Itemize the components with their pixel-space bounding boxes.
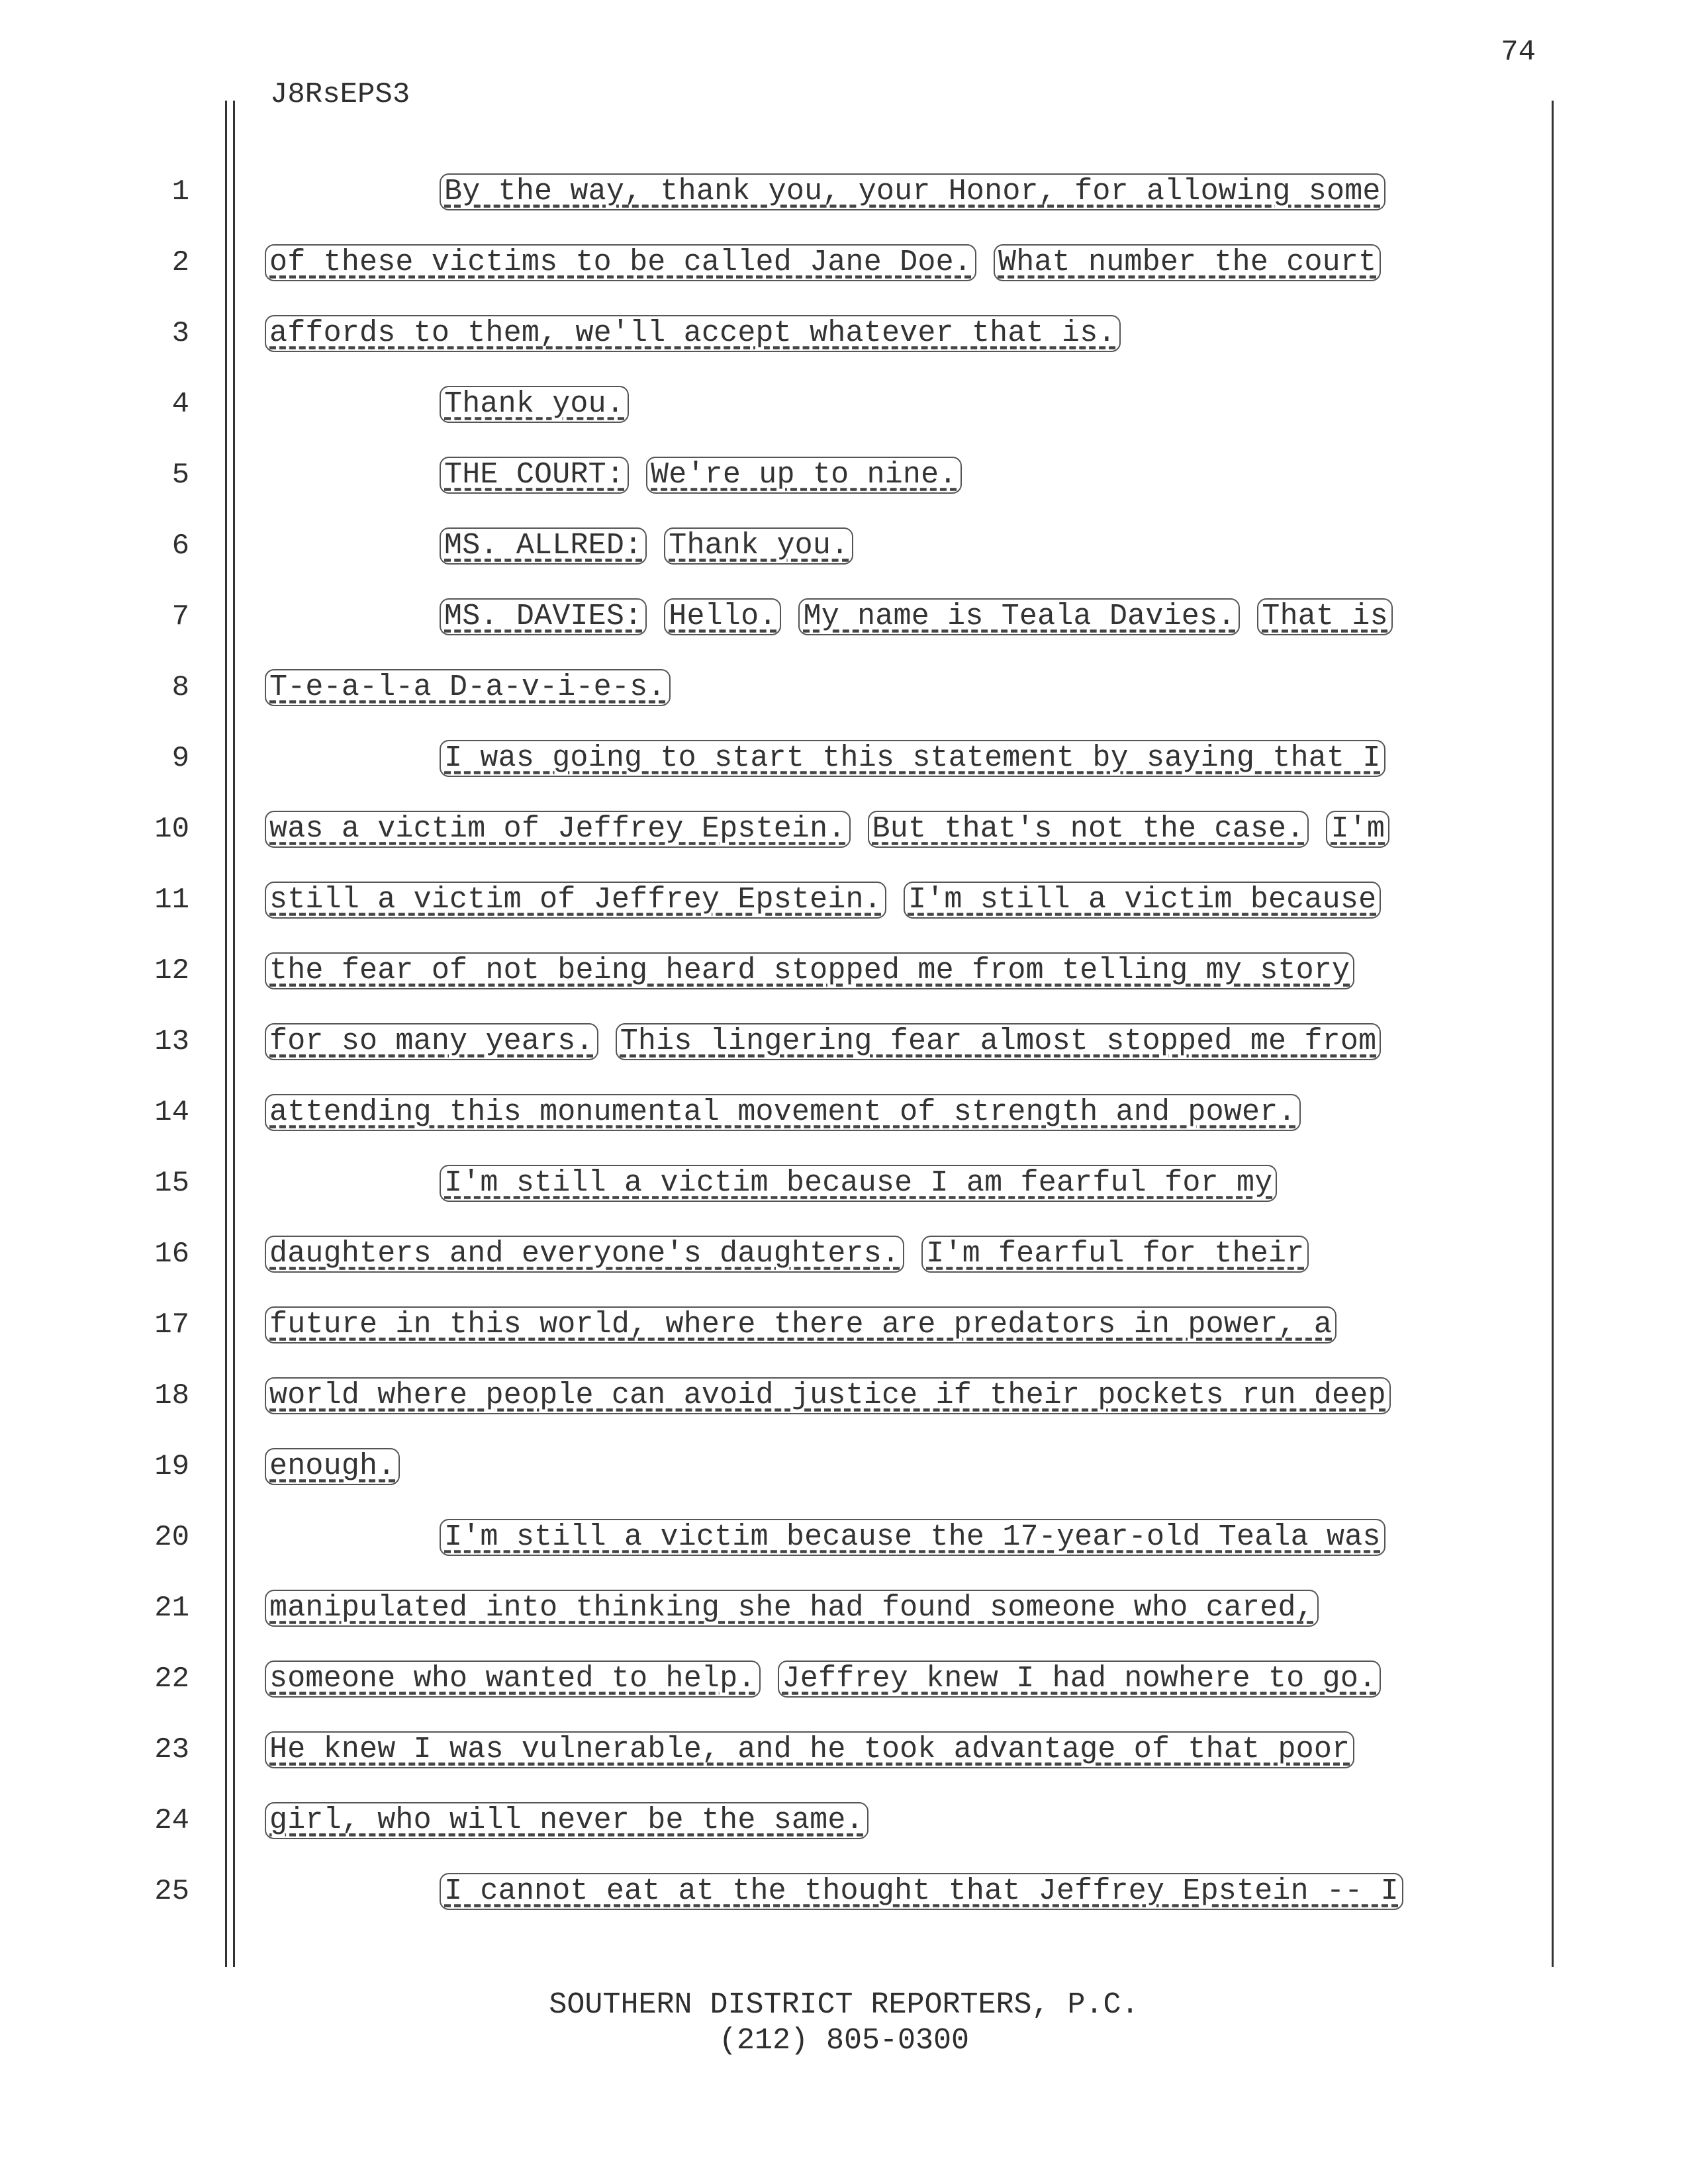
sentence-segment: daughters and everyone's daughters. xyxy=(265,1236,904,1273)
line-number: 19 xyxy=(154,1450,189,1483)
line-number: 25 xyxy=(154,1875,189,1908)
sentence-segment: was a victim of Jeffrey Epstein. xyxy=(265,811,851,848)
transcript-line xyxy=(0,1148,1688,1219)
transcript-line xyxy=(0,794,1688,865)
transcript-line xyxy=(0,369,1688,440)
page-number: 74 xyxy=(1501,36,1536,69)
sentence-segment: the fear of not being heard stopped me from telling my story xyxy=(265,952,1354,989)
sentence-segment: THE COURT: xyxy=(440,457,629,494)
sentence-segment: Hello. xyxy=(664,598,781,635)
sentence-segment: What number the court xyxy=(994,244,1381,281)
sentence-segment: My name is Teala Davies. xyxy=(798,598,1240,635)
transcript-line xyxy=(0,298,1688,369)
line-text xyxy=(440,1148,1277,1219)
transcript-line xyxy=(0,935,1688,1007)
sentence-segment: I'm still a victim because xyxy=(904,882,1381,919)
transcript-line xyxy=(0,652,1688,723)
footer-reporter: SOUTHERN DISTRICT REPORTERS, P.C. xyxy=(549,1988,1139,2022)
line-text xyxy=(265,1218,1309,1290)
line-number: 2 xyxy=(171,246,189,279)
transcript-line xyxy=(0,1218,1688,1290)
sentence-segment: I'm xyxy=(1326,811,1389,848)
line-number: 7 xyxy=(171,600,189,633)
sentence-segment: We're up to nine. xyxy=(646,457,961,494)
line-number: 17 xyxy=(154,1308,189,1342)
sentence-segment: for so many years. xyxy=(265,1023,598,1060)
line-text xyxy=(440,723,1385,794)
line-number: 11 xyxy=(154,884,189,917)
transcript-line xyxy=(0,156,1688,228)
line-text xyxy=(265,935,1354,1007)
sentence-segment: of these victims to be called Jane Doe. xyxy=(265,244,976,281)
line-text xyxy=(265,1077,1301,1148)
transcript-line xyxy=(0,1856,1688,1927)
line-number: 13 xyxy=(154,1025,189,1058)
line-number: 20 xyxy=(154,1521,189,1554)
line-text xyxy=(440,369,629,440)
line-text xyxy=(265,1006,1381,1077)
sentence-segment: That is xyxy=(1257,598,1392,635)
line-number: 14 xyxy=(154,1096,189,1129)
line-text xyxy=(440,1856,1403,1927)
line-number: 3 xyxy=(171,317,189,350)
line-number: 21 xyxy=(154,1592,189,1625)
sentence-segment: Thank you. xyxy=(664,527,853,565)
line-text xyxy=(265,1785,868,1856)
line-number: 6 xyxy=(171,529,189,563)
transcript-line xyxy=(0,581,1688,653)
sentence-segment: girl, who will never be the same. xyxy=(265,1802,868,1839)
line-number: 4 xyxy=(171,388,189,421)
transcript-line xyxy=(0,1431,1688,1502)
sentence-segment: But that's not the case. xyxy=(868,811,1309,848)
transcript-line xyxy=(0,864,1688,936)
sentence-segment: I was going to start this statement by saying that I xyxy=(440,740,1385,777)
transcript-line xyxy=(0,510,1688,582)
transcript-line xyxy=(0,439,1688,511)
sentence-segment: MS. DAVIES: xyxy=(440,598,647,635)
sentence-segment: affords to them, we'll accept whatever that is. xyxy=(265,315,1121,352)
transcript-line xyxy=(0,1360,1688,1432)
transcript-line xyxy=(0,1289,1688,1361)
sentence-segment: I'm still a victim because I am fearful for my xyxy=(440,1165,1277,1202)
transcript-line xyxy=(0,1643,1688,1715)
transcript-line xyxy=(0,1006,1688,1077)
line-text xyxy=(440,1502,1385,1573)
sentence-segment: future in this world, where there are predators in power, a xyxy=(265,1306,1336,1343)
transcript-line xyxy=(0,1077,1688,1148)
line-text xyxy=(265,1360,1391,1432)
line-text xyxy=(265,794,1389,865)
sentence-segment: I'm still a victim because the 17-year-old Teala was xyxy=(440,1519,1385,1556)
line-text xyxy=(440,439,962,511)
transcript-line xyxy=(0,1572,1688,1644)
line-number: 5 xyxy=(171,459,189,492)
line-number: 8 xyxy=(171,671,189,704)
sentence-segment: This lingering fear almost stopped me from xyxy=(616,1023,1382,1060)
sentence-segment: someone who wanted to help. xyxy=(265,1661,761,1698)
line-text xyxy=(440,156,1385,228)
line-number: 24 xyxy=(154,1804,189,1837)
transcript-line xyxy=(0,227,1688,298)
sentence-segment: T-e-a-l-a D-a-v-i-e-s. xyxy=(265,669,671,706)
line-text xyxy=(265,1643,1381,1715)
sentence-segment: still a victim of Jeffrey Epstein. xyxy=(265,882,886,919)
sentence-segment: manipulated into thinking she had found someone who cared, xyxy=(265,1590,1319,1627)
line-number: 23 xyxy=(154,1733,189,1766)
sentence-segment: Jeffrey knew I had nowhere to go. xyxy=(778,1661,1382,1698)
line-number: 15 xyxy=(154,1167,189,1200)
line-text xyxy=(265,1431,400,1502)
sentence-segment: He knew I was vulnerable, and he took advantage of that poor xyxy=(265,1731,1354,1768)
sentence-segment: MS. ALLRED: xyxy=(440,527,647,565)
line-text xyxy=(265,298,1121,369)
line-text xyxy=(265,652,671,723)
line-text xyxy=(265,864,1381,936)
line-text xyxy=(440,581,1393,653)
line-text xyxy=(265,1572,1319,1644)
transcript-line xyxy=(0,1714,1688,1786)
line-number: 16 xyxy=(154,1238,189,1271)
transcript-line xyxy=(0,723,1688,794)
sentence-segment: world where people can avoid justice if their pockets run deep xyxy=(265,1377,1391,1414)
sentence-segment: By the way, thank you, your Honor, for allowing some xyxy=(440,173,1385,210)
line-number: 10 xyxy=(154,813,189,846)
line-number: 1 xyxy=(171,175,189,208)
case-id: J8RsEPS3 xyxy=(270,78,410,111)
sentence-segment: enough. xyxy=(265,1448,400,1485)
sentence-segment: I'm fearful for their xyxy=(921,1236,1309,1273)
line-number: 12 xyxy=(154,954,189,987)
line-number: 22 xyxy=(154,1662,189,1696)
line-text xyxy=(265,1289,1336,1361)
footer-phone: (212) 805-0300 xyxy=(718,2024,970,2058)
line-text xyxy=(440,510,853,582)
line-text xyxy=(265,1714,1354,1786)
transcript-line xyxy=(0,1502,1688,1573)
line-number: 9 xyxy=(171,742,189,775)
line-text xyxy=(265,227,1381,298)
sentence-segment: I cannot eat at the thought that Jeffrey Epstein -- I xyxy=(440,1873,1403,1910)
sentence-segment: attending this monumental movement of strength and power. xyxy=(265,1094,1301,1131)
transcript-line xyxy=(0,1785,1688,1856)
line-number: 18 xyxy=(154,1379,189,1412)
sentence-segment: Thank you. xyxy=(440,386,629,423)
